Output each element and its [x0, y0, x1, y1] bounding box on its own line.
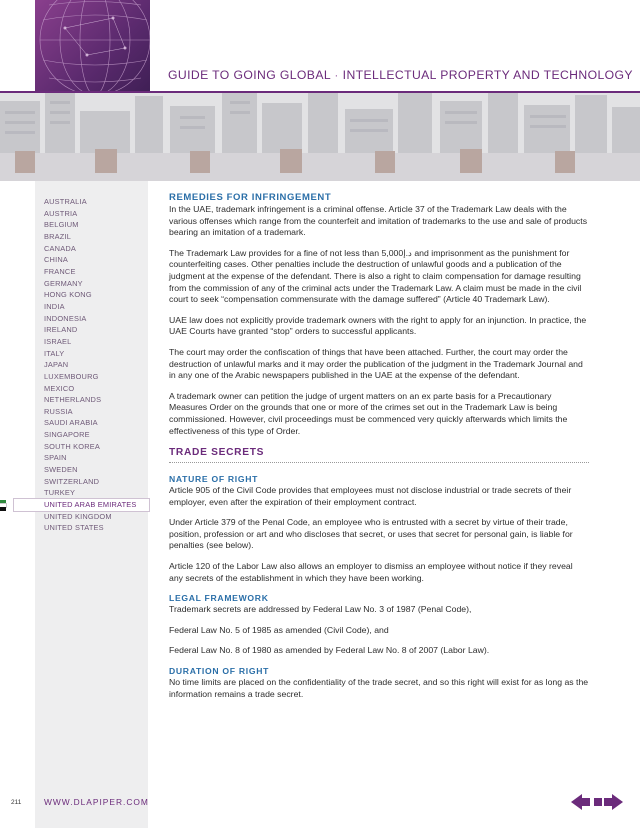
sidebar-item-united-kingdom[interactable]: UNITED KINGDOM	[44, 511, 112, 521]
sidebar-item-italy[interactable]: ITALY	[44, 348, 65, 358]
prev-arrow-icon[interactable]	[571, 794, 590, 810]
legal-framework-heading: LEGAL FRAMEWORK	[169, 593, 269, 604]
page-number: 211	[11, 799, 22, 806]
sidebar-item-spain[interactable]: SPAIN	[44, 453, 67, 463]
duration-paragraph-1: No time limits are placed on the confidentiality of the trade secret, and so this right will exist for as long as the information remains a trade secret.	[169, 677, 589, 699]
nature-paragraph-3: Article 120 of the Labor Law also allows an employer to dismiss an employee without notice if they reveal any secrets of the establishment in which they have been working.	[169, 561, 573, 583]
legal-paragraph-2: Federal Law No. 5 of 1985 as amended (Civil Code), and	[169, 624, 389, 635]
globe-lines	[35, 0, 150, 92]
sidebar-item-germany[interactable]: GERMANY	[44, 278, 83, 288]
sidebar-item-russia[interactable]: RUSSIA	[44, 406, 73, 416]
sidebar-item-ireland[interactable]: IRELAND	[44, 325, 78, 335]
sidebar-item-united-states[interactable]: UNITED STATES	[44, 523, 104, 533]
legal-paragraph-1: Trademark secrets are addressed by Federal Law No. 3 of 1987 (Penal Code),	[169, 604, 472, 615]
remedies-heading: REMEDIES FOR INFRINGEMENT	[169, 192, 332, 203]
sidebar-item-india[interactable]: INDIA	[44, 301, 65, 311]
page-nav-controls	[571, 792, 623, 812]
remedies-paragraph-1: In the UAE, trademark infringement is a criminal offense. Article 37 of the Trademark Law deals with the various offenses which range from the counterfeit and imitation of trademarks to the use and sale of products bearing an imitation of a trademark.	[169, 204, 588, 238]
remedies-paragraph-2: The Trademark Law provides for a fine of not less than د.إ5,000 and imprisonment as the punishment for counterfeiting cases. Other penalties include the destruction of unlawful goods and a publication of the judgment at the expense of the defendant. There is also a right to claim compensation for damage resulting from the commission of any of the criminal acts under the Trademark Law. A claim must be made in the civil court to seek “compensation commensurate with the damage suffered” (Article 40 Trademark Law).	[169, 247, 582, 305]
header-separator: ·	[334, 68, 339, 82]
sidebar-item-china[interactable]: CHINA	[44, 255, 68, 265]
sidebar-item-united-arab-emirates[interactable]	[14, 499, 149, 511]
page-header-title	[168, 68, 633, 82]
sidebar-item-austria[interactable]: AUSTRIA	[44, 208, 78, 218]
header-title-part1: GUIDE TO GOING GLOBAL	[168, 68, 331, 82]
sidebar-item-israel[interactable]: ISRAEL	[44, 336, 72, 346]
sidebar-item-australia[interactable]: AUSTRALIA	[44, 197, 87, 206]
duration-of-right-heading: DURATION OF RIGHT	[169, 666, 270, 677]
sidebar-item-switzerland[interactable]: SWITZERLAND	[44, 476, 100, 486]
globe-graphic	[35, 0, 150, 92]
sidebar-item-netherlands[interactable]: NETHERLANDS	[44, 395, 102, 405]
remedies-paragraph-4: The court may order the confiscation of things that have been attached. Further, the court may order the destruction of unlawful marks and it may order the publication of the judgment in the Trademark Journal and in any one of the Arabic newspapers published in the UAE at the expense of the defendant.	[169, 346, 583, 381]
remedies-paragraph-3: UAE law does not explicitly provide trademark owners with the right to apply for an injunction. In practice, the UAE Courts have granted “stop” orders to successful applicants.	[169, 314, 587, 337]
sidebar-item-sweden[interactable]: SWEDEN	[44, 465, 78, 475]
sidebar-item-brazil[interactable]: BRAZIL	[44, 231, 72, 241]
header-title-part2: INTELLECTUAL PROPERTY AND TECHNOLOGY	[342, 68, 633, 82]
skyline-image	[0, 91, 640, 181]
legal-paragraph-3: Federal Law No. 8 of 1980 as amended by Federal Law No. 8 of 2007 (Labor Law).	[169, 645, 490, 656]
sidebar-item-saudi-arabia[interactable]: SAUDI ARABIA	[44, 418, 98, 428]
sidebar-item-belgium[interactable]: BELGIUM	[44, 220, 79, 230]
nature-of-right-heading: NATURE OF RIGHT	[169, 474, 259, 485]
sidebar-item-canada[interactable]: CANADA	[44, 243, 77, 253]
sidebar-item-label: UNITED ARAB EMIRATES	[44, 500, 137, 510]
city-skyline-banner	[0, 91, 640, 181]
nature-paragraph-1: Article 905 of the Civil Code provides that employees must not disclose industrial or trade secrets of their employer, even after the expiration of their employment contract.	[169, 485, 572, 507]
country-nav	[44, 196, 179, 534]
sidebar-item-turkey[interactable]: TURKEY	[44, 488, 76, 498]
uae-flag-icon	[0, 500, 6, 511]
sidebar-item-france[interactable]: FRANCE	[44, 266, 76, 276]
sidebar-item-luxembourg[interactable]: LUXEMBOURG	[44, 371, 99, 381]
sidebar-item-japan[interactable]: JAPAN	[44, 360, 69, 370]
sidebar-item-south-korea[interactable]: SOUTH KOREA	[44, 441, 100, 451]
header-rule	[0, 91, 640, 93]
sidebar-item-singapore[interactable]: SINGAPORE	[44, 430, 90, 440]
next-arrow-icon[interactable]	[594, 794, 623, 810]
sidebar-item-hong-kong[interactable]: HONG KONG	[44, 290, 92, 300]
main-content	[169, 192, 589, 709]
remedies-paragraph-5: A trademark owner can petition the judge of urgent matters on an ex parte basis for a Precautionary Measures Order on the grounds that one or more of the crimes set out in the Trademark Law is being commissioned. However, civil proceedings must be commenced very quickly afterwards which limits the effectiveness of this type of Order.	[169, 390, 568, 436]
sidebar-item-mexico[interactable]: MEXICO	[44, 383, 75, 393]
footer-url-link[interactable]: WWW.DLAPIPER.COM	[44, 797, 149, 807]
sidebar-item-indonesia[interactable]: INDONESIA	[44, 313, 87, 323]
nature-paragraph-2: Under Article 379 of the Penal Code, an employee who is entrusted with a secret by virtue of their trade, position, profession or art and who discloses that secret, or uses that secret for personal gain, is liable for penalties (see below).	[169, 517, 573, 551]
trade-secrets-heading: TRADE SECRETS	[169, 447, 589, 463]
